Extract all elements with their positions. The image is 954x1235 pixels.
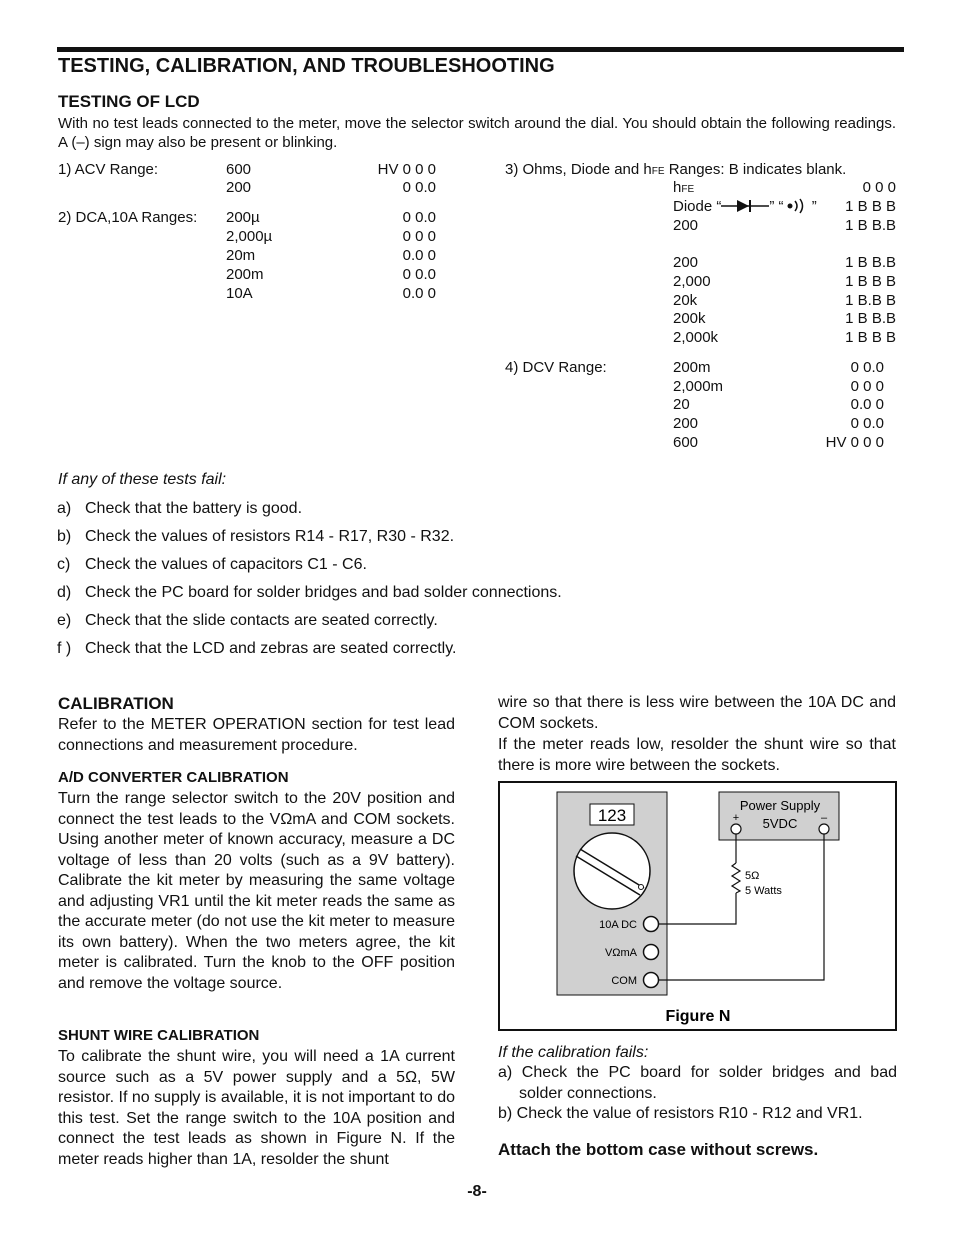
dca-range: 200µ bbox=[226, 209, 260, 226]
shunt-text: To calibrate the shunt wire, you will need a 1A current source such as a 5V power supply and a 5Ω, 5W resistor. If no supply is available, it is not important to do this test. Set the range switch to the 10A position and connect the test leads as shown in Figure N. If the meter reads higher than 1A, resolder the shunt bbox=[58, 1048, 455, 1168]
diode-label: Diode “ ” “ ” bbox=[673, 198, 817, 215]
acv-reading: 0 0.0 bbox=[402, 179, 436, 196]
ohms-reading: 1 B B B bbox=[845, 273, 896, 290]
ohms-reading: 1 B B.B bbox=[845, 310, 896, 327]
lcd-heading: TESTING OF LCD bbox=[58, 92, 200, 111]
power-supply-label: Power Supply bbox=[739, 798, 821, 813]
calibration-fail-intro: If the calibration fails: bbox=[498, 1044, 649, 1061]
ohms-range: 2,000k bbox=[673, 329, 719, 346]
resistor-value: 5Ω bbox=[745, 870, 760, 882]
fail-item: a) Check the PC board for solder bridges and bad solder connections. bbox=[498, 1064, 897, 1102]
check-item: a) Check that the battery is good. bbox=[57, 500, 303, 517]
dca-reading: 0.0 0 bbox=[402, 247, 436, 264]
dca-range: 10A bbox=[226, 285, 253, 302]
hfe-reading: 0 0 0 bbox=[862, 179, 896, 196]
fail-item: b) Check the value of resistors R10 - R12 and VR1. bbox=[498, 1105, 863, 1122]
dca-range: 2,000µ bbox=[226, 228, 273, 245]
calibration-fail-list bbox=[498, 1063, 897, 1125]
lcd-intro: With no test leads connected to the meter, move the selector switch around the dial. You should obtain the following readings. A (–) sign may also be present or blinking. bbox=[58, 115, 896, 151]
dca-label: 2) DCA,10A Ranges: bbox=[58, 209, 198, 226]
fail-intro: If any of these tests fail: bbox=[58, 471, 227, 488]
check-item: d) Check the PC board for solder bridges and bad solder connections. bbox=[57, 584, 562, 601]
figure-n-diagram bbox=[498, 781, 897, 1031]
socket-10a bbox=[644, 917, 659, 932]
plus-terminal bbox=[731, 824, 741, 834]
ohms-range: 2,000 bbox=[673, 273, 711, 290]
check-item: c) Check the values of capacitors C1 - C6. bbox=[57, 556, 367, 573]
shunt-text-continued: wire so that there is less wire between the 10A DC and COM sockets. bbox=[498, 694, 896, 732]
diode-reading: 1 B B B bbox=[845, 198, 896, 215]
ohms-reading: 1 B B.B bbox=[845, 254, 896, 271]
dca-range: 200m bbox=[226, 266, 264, 283]
ohms-reading: 1 B B.B bbox=[845, 217, 896, 234]
ad-heading: A/D CONVERTER CALIBRATION bbox=[58, 769, 289, 786]
socket-v bbox=[644, 945, 659, 960]
hfe-label: hFE bbox=[673, 179, 695, 196]
socket-com-label: COM bbox=[611, 975, 637, 987]
dcv-reading: 0.0 0 bbox=[850, 396, 884, 413]
dcv-range: 200m bbox=[673, 359, 711, 376]
ohms-reading: 1 B B B bbox=[845, 329, 896, 346]
dcv-reading: 0 0.0 bbox=[850, 359, 884, 376]
minus-terminal-label: – bbox=[820, 812, 828, 824]
socket-v-label: VΩmA bbox=[604, 947, 637, 959]
meter-display-value: 123 bbox=[597, 806, 627, 825]
socket-com bbox=[644, 973, 659, 988]
minus-terminal bbox=[819, 824, 829, 834]
acv-label: 1) ACV Range: bbox=[58, 161, 159, 178]
shunt-heading: SHUNT WIRE CALIBRATION bbox=[58, 1027, 260, 1044]
dca-reading: 0 0.0 bbox=[402, 266, 436, 283]
figure-caption: Figure N bbox=[665, 1008, 731, 1025]
meter-dial bbox=[574, 833, 650, 909]
dcv-label: 4) DCV Range: bbox=[505, 359, 607, 376]
plus-terminal-label: + bbox=[732, 812, 740, 824]
diode-symbol-icon bbox=[721, 199, 769, 213]
ohms-reading: 1 B.B B bbox=[845, 292, 896, 309]
calibration-intro: Refer to the METER OPERATION section for test lead connections and measurement procedure. bbox=[58, 716, 455, 754]
ohms-label: 3) Ohms, Diode and hFE Ranges: B indicates blank. bbox=[505, 161, 847, 178]
ohms-range: 200 bbox=[673, 217, 699, 234]
check-item: e) Check that the slide contacts are seated correctly. bbox=[57, 612, 438, 629]
ohms-range: 200k bbox=[673, 310, 706, 327]
dca-reading: 0.0 0 bbox=[402, 285, 436, 302]
dcv-reading: 0 0.0 bbox=[850, 415, 884, 432]
dca-reading: 0 0.0 bbox=[402, 209, 436, 226]
dial-indicator-dot bbox=[639, 885, 644, 890]
shunt-low-text: If the meter reads low, resolder the shunt wire so that there is more wire between the sockets. bbox=[498, 736, 896, 774]
dcv-reading: HV 0 0 0 bbox=[825, 434, 884, 451]
final-instruction: Attach the bottom case without screws. bbox=[498, 1140, 819, 1159]
dcv-range: 200 bbox=[673, 415, 699, 432]
dca-reading: 0 0 0 bbox=[402, 228, 436, 245]
page-number: -8- bbox=[467, 1183, 487, 1200]
dcv-range: 2,000m bbox=[673, 378, 724, 395]
calibration-heading: CALIBRATION bbox=[58, 694, 174, 713]
check-item: f ) Check that the LCD and zebras are seated correctly. bbox=[57, 640, 457, 657]
ad-text: Turn the range selector switch to the 20V position and connect the test leads to the VΩmA and COM sockets. Using another meter of known accuracy, measure a DC voltage of less than 20 volts (such as a 9V battery). Calibrate the kit meter by measuring the same voltage and adjusting VR1 until the kit meter reads the same as the accurate meter (do not use the kit meter to measure its own battery). When the two meters agree, the kit meter is calibrated. Turn the knob to the OFF position and remove the voltage source. bbox=[58, 790, 455, 992]
acv-reading: HV 0 0 0 bbox=[377, 161, 436, 178]
socket-10a-label: 10A DC bbox=[599, 919, 637, 931]
ohms-range: 20k bbox=[673, 292, 698, 309]
dcv-reading: 0 0 0 bbox=[850, 378, 884, 395]
acv-range: 600 bbox=[226, 161, 252, 178]
ohms-range: 200 bbox=[673, 254, 699, 271]
dca-range: 20m bbox=[226, 247, 256, 264]
check-item: b) Check the values of resistors R14 - R17, R30 - R32. bbox=[57, 528, 455, 545]
resistor-watts: 5 Watts bbox=[745, 885, 782, 897]
page-title: TESTING, CALIBRATION, AND TROUBLESHOOTING bbox=[58, 55, 555, 77]
header-rule bbox=[57, 47, 904, 52]
power-supply-voltage: 5VDC bbox=[762, 816, 798, 831]
acv-range: 200 bbox=[226, 179, 252, 196]
dcv-range: 600 bbox=[673, 434, 699, 451]
dcv-range: 20 bbox=[673, 396, 690, 413]
